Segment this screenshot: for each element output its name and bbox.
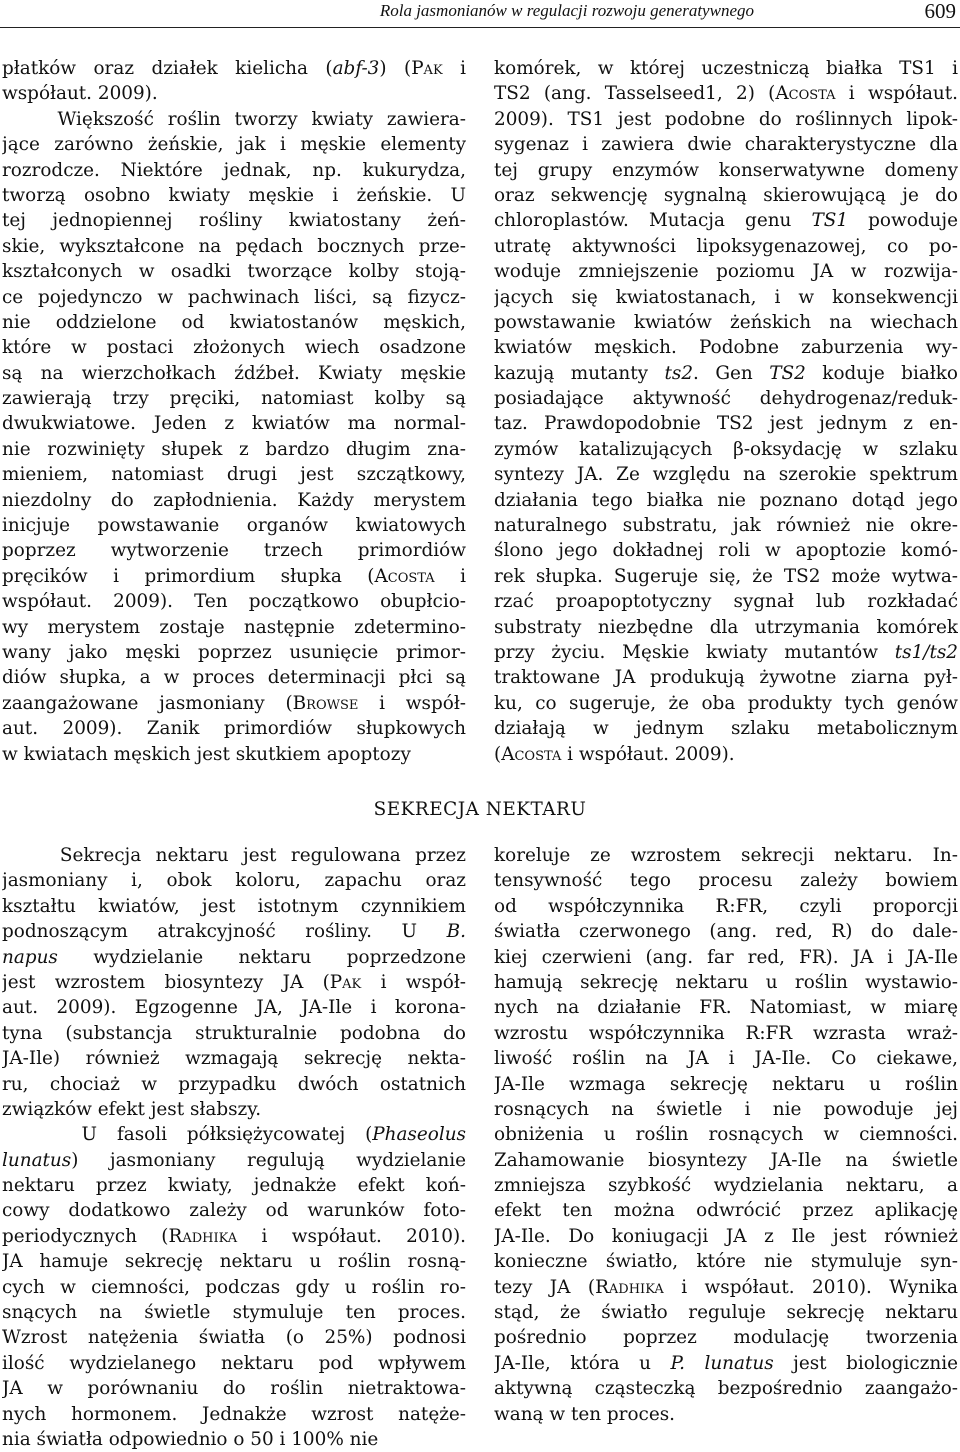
- text-run: 2009). TS1 jest podobne do roślinnych lipok-: [494, 108, 958, 130]
- text-line: [494, 665, 958, 690]
- text-run: (: [494, 743, 502, 765]
- italic-run: lunatus: [2, 1149, 72, 1171]
- text-line: [494, 894, 958, 919]
- text-line: [494, 132, 958, 157]
- text-line: [494, 868, 958, 893]
- text-run: nie oddzielone od kwiatostanów męskich,: [2, 311, 466, 333]
- text-line: [494, 1224, 958, 1249]
- text-run: i współ-: [358, 692, 466, 714]
- italic-run: TS1: [811, 210, 849, 232]
- text-line: [494, 285, 958, 310]
- text-line: [2, 1325, 466, 1350]
- text-run: obniżenia u roślin rosnących w ciemności.: [494, 1124, 958, 1146]
- text-line: [2, 564, 466, 589]
- text-run: wydzielanie nektaru poprzedzone: [57, 946, 466, 968]
- author-name: Pak: [411, 58, 443, 79]
- text-line: [2, 132, 466, 157]
- text-run: jące zarówno żeńskie, jak i męskie elementy: [2, 134, 466, 156]
- text-run: traktowane JA produkują żywotne ziarna pył-: [494, 667, 958, 689]
- text-run: które w postaci złożonych wiech osadzone: [2, 337, 466, 359]
- text-line: [2, 1300, 466, 1325]
- text-line: [494, 843, 958, 868]
- text-line: [494, 437, 958, 462]
- text-line: [2, 615, 466, 640]
- text-run: nych hormonem. Jednakże wzrost natęże-: [2, 1403, 466, 1425]
- text-run: tyna (substancja strukturalnie podobna do: [2, 1022, 466, 1044]
- text-run: są na wierzchołkach źdźbeł. Kwiaty męskie: [2, 362, 466, 384]
- text-run: wy merystem zostaje następnie zdetermino-: [2, 616, 466, 638]
- text-line: [2, 158, 466, 183]
- text-line: [2, 1097, 466, 1122]
- text-run: nektaru przez kwiaty, jednakże efekt koń-: [2, 1175, 466, 1197]
- text-run: ku, co sugeruje, że oba produkty tych genów: [494, 692, 958, 714]
- text-line: [2, 894, 466, 919]
- text-line: [2, 1072, 466, 1097]
- text-line: [2, 1173, 466, 1198]
- text-line: [494, 81, 958, 106]
- text-run: podnoszącym atrakcyjność rośliny. U: [2, 921, 447, 943]
- author-name: Acosta: [501, 743, 562, 765]
- text-line: [494, 335, 958, 360]
- text-line: [2, 513, 466, 538]
- text-run: nych na działanie FR. Natomiast, w miarę: [494, 997, 958, 1019]
- text-run: JA-Ile. Do koniugacji JA z Ile jest również: [494, 1225, 958, 1247]
- text-column-top-right: [494, 56, 958, 767]
- text-line: [2, 361, 466, 386]
- text-line: [494, 1275, 958, 1300]
- running-title: Rola jasmonianów w regulacji rozwoju generatywnego: [379, 1, 754, 20]
- text-line: [494, 1046, 958, 1071]
- text-line: [2, 437, 466, 462]
- text-run: koduje białko: [805, 362, 958, 384]
- text-line: [2, 259, 466, 284]
- italic-run: B.: [446, 921, 466, 943]
- text-run: kazują mutanty: [494, 362, 665, 384]
- text-run: ru, chociaż w przypadku dwóch ostatnich: [2, 1073, 466, 1095]
- text-line: [2, 81, 466, 106]
- text-line: [494, 1198, 958, 1223]
- author-name: Radhika: [168, 1225, 238, 1247]
- text-line: [494, 564, 958, 589]
- text-run: i współaut.: [835, 83, 958, 105]
- text-run: i współaut. 2010). Wynika: [663, 1276, 958, 1298]
- page-number: 609: [924, 0, 956, 23]
- text-run: liwość roślin na JA i JA-Ile. Co ciekawe,: [494, 1048, 958, 1070]
- text-line: [2, 538, 466, 563]
- text-column-bottom-right: [494, 843, 958, 1427]
- text-line: [494, 1402, 958, 1427]
- italic-run: ts2: [664, 362, 694, 384]
- text-run: tensywność tego procesu zależy bowiem: [494, 870, 958, 892]
- text-run: ślono jego dokładnej roli w apoptozie komó-: [494, 540, 958, 562]
- text-run: płatków oraz działek kielicha (: [2, 58, 333, 79]
- text-run: skie, wykształcone na pędach bocznych prze-: [2, 235, 466, 257]
- text-line: [2, 742, 466, 767]
- text-run: ) jasmoniany regulują wydzielanie: [71, 1149, 466, 1171]
- text-line: [494, 183, 958, 208]
- text-run: zymów katalizujących β-oksydację w szlaku: [494, 438, 958, 460]
- text-run: kształconych w osadki tworzące kolby stoją-: [2, 261, 466, 283]
- text-run: TS2 (ang. Tasselseed1, 2) (: [494, 83, 776, 105]
- text-run: Sekrecja nektaru jest regulowana przez: [2, 845, 466, 866]
- text-line: [494, 1122, 958, 1147]
- text-run: działania tego białka nie poznano dotąd jego: [494, 489, 958, 511]
- text-run: i współaut. 2009).: [561, 743, 735, 765]
- text-run: . Gen: [693, 362, 770, 384]
- text-line: [494, 56, 958, 81]
- text-line: [494, 742, 958, 767]
- text-run: aut. 2009). Zanik primordiów słupkowych: [2, 718, 466, 740]
- text-run: współaut. 2009). Ten początkowo obupłcio-: [2, 591, 466, 613]
- text-run: wany jako męski poprzez usunięcie primor-: [2, 641, 466, 663]
- section-heading: SEKRECJA NEKTARU: [373, 799, 587, 820]
- text-line: [2, 488, 466, 513]
- text-run: periodycznych (: [2, 1225, 169, 1247]
- text-run: ce pojedynczo w pachwinach liści, są fizycz-: [2, 286, 466, 308]
- text-run: jest biologicznie: [773, 1352, 958, 1374]
- text-line: [494, 488, 958, 513]
- text-line: [494, 1351, 958, 1376]
- page-header: [0, 0, 960, 26]
- italic-run: Phaseolus: [372, 1124, 466, 1146]
- text-line: [494, 259, 958, 284]
- text-run: substraty niezbędne dla utrzymania komórek: [494, 616, 958, 638]
- text-run: i: [434, 565, 466, 587]
- text-column-bottom-left: [2, 843, 466, 1452]
- text-run: oraz sekwencję sygnalną skierowującą je do: [494, 184, 958, 206]
- text-run: poprzez wytworzenie trzech primordiów: [2, 540, 466, 562]
- text-run: kształtu kwiatów, jest istotnym czynnikiem: [2, 895, 466, 917]
- text-line: [494, 1148, 958, 1173]
- text-line: [494, 158, 958, 183]
- text-line: [494, 538, 958, 563]
- text-line: [2, 1224, 466, 1249]
- text-line: [2, 665, 466, 690]
- text-run: koreluje ze wzrostem sekrecji nektaru. In-: [494, 845, 958, 866]
- text-run: syntezy JA. Ze względu na szerokie spektrum: [494, 464, 958, 486]
- text-run: rzać proapoptotyczny sygnał lub rozkładać: [494, 591, 958, 613]
- text-run: mieniem, natomiast drugi jest szczątkowy,: [2, 464, 466, 486]
- text-line: [494, 970, 958, 995]
- text-run: woduje zmniejszenie poziomu JA w rozwija-: [494, 261, 958, 283]
- text-column-top-left: [2, 56, 466, 767]
- text-run: aktywną cząsteczką bezpośrednio zaangażo-: [494, 1378, 958, 1400]
- text-line: [2, 589, 466, 614]
- text-run: pręcików i primordium słupka (: [2, 565, 375, 587]
- text-run: U fasoli półksiężycowatej (: [2, 1124, 373, 1146]
- text-run: powstawanie kwiatów żeńskich na wiechach: [494, 311, 958, 333]
- text-run: zmniejsza szybkość wydzielania nektaru, a: [494, 1175, 958, 1197]
- text-run: światła czerwonego (ang. red, R) do dale-: [494, 921, 958, 943]
- text-line: [494, 208, 958, 233]
- text-line: [494, 1072, 958, 1097]
- text-run: rozrodcze. Niektóre jednak, np. kukurydza,: [2, 159, 466, 181]
- text-run: cych w ciemności, podczas gdy u roślin ro-: [2, 1276, 466, 1298]
- text-line: [2, 56, 466, 81]
- text-run: kwiatów męskich. Podobne zaburzenia wy-: [494, 337, 958, 359]
- text-run: przy życiu. Męskie kwiaty mutantów: [494, 641, 895, 663]
- text-line: [494, 1021, 958, 1046]
- text-line: [2, 1198, 466, 1223]
- text-run: JA-Ile, która u: [494, 1352, 671, 1374]
- italic-run: P. lunatus: [670, 1352, 774, 1374]
- text-run: od współczynnika R:FR, czyli proporcji: [494, 895, 958, 917]
- text-line: [2, 285, 466, 310]
- header-rule: [0, 27, 960, 28]
- italic-run: abf-3: [332, 58, 380, 79]
- text-line: [494, 945, 958, 970]
- text-line: [2, 335, 466, 360]
- text-line: [2, 462, 466, 487]
- text-run: powoduje: [848, 210, 958, 232]
- text-line: [494, 411, 958, 436]
- text-run: JA-Ile) również wzmagają sekrecję nekta-: [2, 1048, 466, 1070]
- text-run: rek słupka. Sugeruje się, że TS2 może wytwa-: [494, 565, 958, 587]
- text-run: waną w ten proces.: [494, 1403, 676, 1425]
- text-run: tworzą osobno kwiaty męskie i żeńskie. U: [2, 184, 466, 206]
- text-run: nia światła odpowiednio o 50 i 100% nie: [2, 1428, 379, 1450]
- text-line: [2, 234, 466, 259]
- text-run: utratę aktywności lipoksygenazowej, co po-: [494, 235, 958, 257]
- text-run: jących się kwiatostanach, i w konsekwencji: [494, 286, 958, 308]
- text-run: komórek, w której uczestniczą białka TS1 i: [494, 58, 958, 79]
- text-line: [2, 919, 466, 944]
- text-line: [494, 615, 958, 640]
- text-line: [2, 1021, 466, 1046]
- text-line: [494, 589, 958, 614]
- text-line: [2, 107, 466, 132]
- text-run: Wzrost natężenia światła (o 25%) podnosi: [2, 1327, 466, 1349]
- text-run: sygenaz i zawiera dwie charakterystyczne dla: [494, 134, 958, 156]
- text-run: chloroplastów. Mutacja genu: [494, 210, 812, 232]
- text-line: [2, 843, 466, 868]
- author-name: Browse: [292, 692, 359, 714]
- text-run: jasmoniany i, obok koloru, zapachu oraz: [2, 870, 466, 892]
- text-run: ilość wydzielanego nektaru pod wpływem: [2, 1352, 466, 1374]
- text-run: tej grupy enzymów konserwatywne domeny: [494, 159, 958, 181]
- text-run: związków efekt jest słabszy.: [2, 1098, 262, 1120]
- text-run: JA-Ile wzmaga sekrecję nektaru u roślin: [494, 1073, 958, 1095]
- text-line: [494, 691, 958, 716]
- text-run: i współ-: [361, 971, 466, 993]
- text-line: [494, 995, 958, 1020]
- text-run: konieczne światło, które nie stymuluje syn-: [494, 1251, 958, 1273]
- text-run: hamują sekrecję nektaru u roślin wystawio-: [494, 971, 958, 993]
- text-run: JA hamuje sekrecję nektaru u roślin rosną-: [2, 1251, 466, 1273]
- text-run: jest wzrostem biosyntezy JA (: [2, 971, 330, 993]
- text-line: [494, 361, 958, 386]
- text-line: [2, 1046, 466, 1071]
- text-run: i: [442, 58, 466, 79]
- text-line: [2, 945, 466, 970]
- text-run: stąd, że światło reguluje sekrecję nektaru: [494, 1302, 958, 1324]
- text-run: dwukwiatowe. Jeden z kwiatów ma normal-: [2, 413, 466, 435]
- text-run: aut. 2009). Egzogenne JA, JA-Ile i korona-: [2, 997, 466, 1019]
- text-run: współaut. 2009).: [2, 83, 158, 105]
- text-line: [494, 1173, 958, 1198]
- text-line: [494, 640, 958, 665]
- text-run: posiadające aktywność dehydrogenaz/reduk-: [494, 388, 958, 410]
- text-line: [2, 1275, 466, 1300]
- text-run: tezy JA (: [494, 1276, 596, 1298]
- text-line: [2, 995, 466, 1020]
- text-line: [2, 183, 466, 208]
- text-run: cowy dodatkowo zależy od warunków foto-: [2, 1200, 466, 1222]
- text-line: [2, 1376, 466, 1401]
- text-line: [2, 1427, 466, 1452]
- text-line: [2, 868, 466, 893]
- italic-run: napus: [2, 946, 58, 968]
- italic-run: TS2: [769, 362, 806, 384]
- text-run: nie rozwinięty słupek z bardzo długim zna-: [2, 438, 466, 460]
- text-run: niezdolny do zapłodnienia. Każdy merystem: [2, 489, 466, 511]
- text-run: pośrednio poprzez modulację tworzenia: [494, 1327, 958, 1349]
- text-run: naturalnego substratu, jak również nie okre-: [494, 515, 958, 537]
- author-name: Radhika: [595, 1276, 664, 1298]
- text-run: zaangażowane jasmoniany (: [2, 692, 293, 714]
- text-line: [494, 1097, 958, 1122]
- text-run: działają w jednym szlaku metabolicznym: [494, 718, 958, 740]
- italic-run: ts1/ts2: [894, 641, 958, 663]
- text-line: [494, 1325, 958, 1350]
- text-line: [2, 691, 466, 716]
- text-line: [494, 1376, 958, 1401]
- text-line: [494, 513, 958, 538]
- text-run: i współaut. 2010).: [237, 1225, 466, 1247]
- text-line: [2, 1249, 466, 1274]
- text-run: rosnących na świetle i nie powoduje jej: [494, 1098, 958, 1120]
- text-line: [2, 716, 466, 741]
- text-line: [494, 1249, 958, 1274]
- author-name: Acosta: [374, 565, 435, 587]
- text-line: [2, 310, 466, 335]
- text-line: [2, 1122, 466, 1147]
- text-run: snących na świetle stymuluje ten proces.: [2, 1302, 466, 1324]
- text-line: [2, 970, 466, 995]
- text-line: [494, 310, 958, 335]
- text-line: [494, 386, 958, 411]
- text-run: wzrostu współczynnika R:FR wzrasta wraż-: [494, 1022, 958, 1044]
- text-run: kiej czerwieni (ang. far red, FR). JA i JA-Ile: [494, 946, 958, 968]
- text-line: [2, 411, 466, 436]
- text-run: JA w porównaniu do roślin nietraktowa-: [2, 1378, 466, 1400]
- text-run: tej jednopiennej rośliny kwiatostany żeń-: [2, 210, 466, 232]
- text-line: [494, 462, 958, 487]
- text-run: Większość roślin tworzy kwiaty zawiera-: [2, 108, 466, 130]
- text-run: zawierają trzy pręciki, natomiast kolby są: [2, 388, 466, 410]
- author-name: Acosta: [775, 83, 836, 105]
- text-line: [2, 1402, 466, 1427]
- text-line: [494, 919, 958, 944]
- author-name: Pak: [329, 971, 362, 993]
- text-line: [2, 1148, 466, 1173]
- text-run: ) (: [379, 58, 412, 79]
- text-run: efekt ten można odwrócić przez aplikację: [494, 1200, 958, 1222]
- text-line: [494, 716, 958, 741]
- text-run: inicjuje powstawanie organów kwiatowych: [2, 515, 466, 537]
- text-line: [494, 1300, 958, 1325]
- text-line: [2, 208, 466, 233]
- text-run: w kwiatach męskich jest skutkiem apoptozy: [2, 743, 411, 765]
- text-run: diów słupka, a w proces determinacji płci są: [2, 667, 466, 689]
- text-run: taz. Prawdopodobnie TS2 jest jednym z en-: [494, 413, 958, 435]
- text-run: Zahamowanie biosyntezy JA-Ile na świetle: [494, 1149, 958, 1171]
- text-line: [2, 386, 466, 411]
- text-line: [494, 107, 958, 132]
- text-line: [494, 234, 958, 259]
- text-line: [2, 640, 466, 665]
- text-line: [2, 1351, 466, 1376]
